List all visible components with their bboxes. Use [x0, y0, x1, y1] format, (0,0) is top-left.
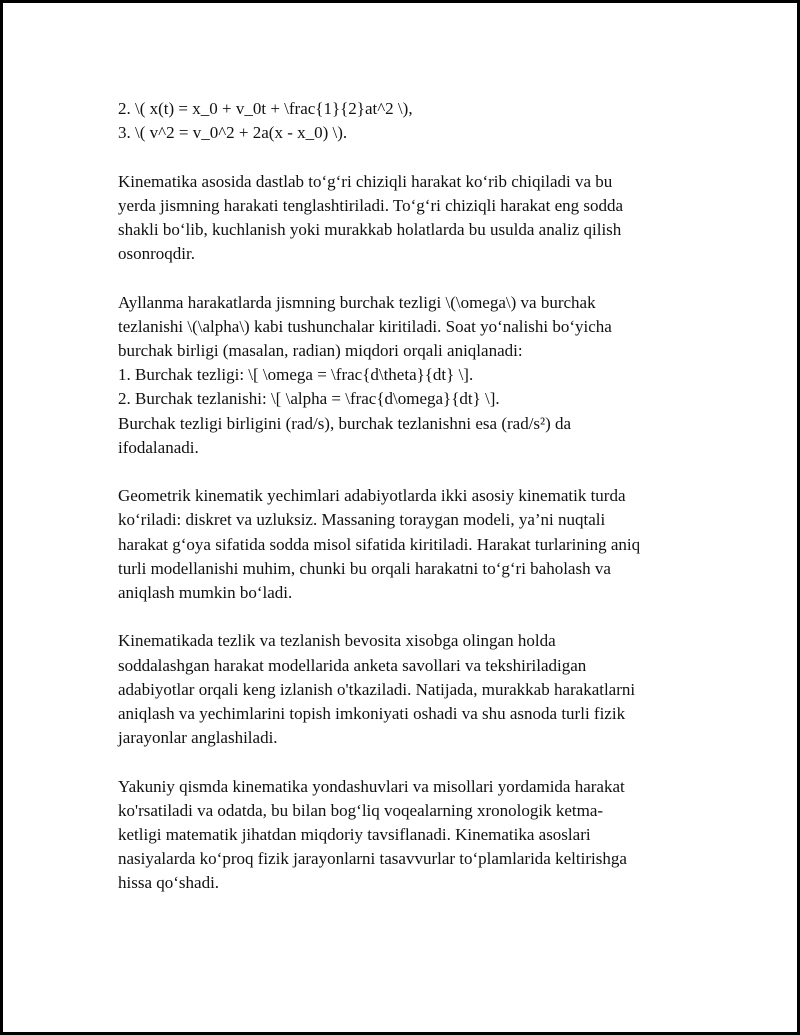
document-body: [118, 97, 703, 896]
text-line: burchak birligi (masalan, radian) miqdori orqali aniqlanadi:: [118, 341, 523, 360]
text-line: turli modellanishi muhim, chunki bu orqali harakatni to‘g‘ri baholash va: [118, 558, 611, 578]
equation-line: 2. \( x(t) = x_0 + v_0t + \frac{1}{2}at^2 \),: [118, 99, 413, 118]
paragraph-equations: [118, 97, 703, 145]
text-line: Kinematika asosida dastlab to‘g‘ri chiziqli harakat ko‘rib chiqiladi va bu: [118, 171, 613, 191]
paragraph-straight-motion: [118, 170, 703, 267]
text-line: aniqlash va yechimlarini topish imkoniyati oshadi va shu asnoda turli fizik: [118, 704, 626, 724]
paragraph-angular-motion: [118, 291, 703, 460]
text-line: Yakuniy qismda kinematika yondashuvlari va misollari yordamida harakat: [118, 776, 625, 796]
paragraph-geometric-kinematics: [118, 484, 703, 605]
text-line: 1. Burchak tezligi: \[ \omega = \frac{d\theta}{dt} \].: [118, 365, 474, 385]
text-line: Ayllanma harakatlarda jismning burchak tezligi \(\omega\) va burchak: [118, 292, 596, 312]
text-line: jarayonlar anglashiladi.: [118, 728, 278, 748]
text-line: yerda jismning harakati tenglashtiriladi. To‘g‘ri chiziqli harakat eng sodda: [118, 195, 624, 215]
text-line: Geometrik kinematik yechimlari adabiyotlarda ikki asosiy kinematik turda: [118, 486, 626, 506]
paragraph-gap: [118, 605, 703, 629]
text-line: hissa qo‘shadi.: [118, 873, 220, 893]
text-line: Kinematikada tezlik va tezlanish bevosita xisobga olingan holda: [118, 631, 556, 651]
text-line: ko'rsatiladi va odatda, bu bilan bog‘liq voqealarning xronologik ketma-: [118, 800, 604, 820]
text-line: adabiyotlar orqali keng izlanish o'tkaziladi. Natijada, murakkab harakatlarni: [118, 679, 636, 699]
text-line: nasiyalarda ko‘proq fizik jarayonlarni tasavvurlar to‘plamlarida keltirishga: [118, 849, 627, 869]
paragraph-gap: [118, 266, 703, 290]
text-line: shakli bo‘lib, kuchlanish yoki murakkab holatlarda bu usulda analiz qilish: [118, 220, 622, 239]
text-line: ketligi matematik jihatdan miqdoriy tavsiflanadi. Kinematika asoslari: [118, 825, 591, 845]
paragraph-conclusion: [118, 775, 703, 896]
text-line: harakat g‘oya sifatida sodda misol sifatida kiritiladi. Harakat turlarining aniq: [118, 534, 641, 554]
paragraph-gap: [118, 460, 703, 484]
text-line: osonroqdir.: [118, 244, 195, 264]
text-line: 2. Burchak tezlanishi: \[ \alpha = \frac{d\omega}{dt} \].: [118, 389, 500, 409]
paragraph-gap: [118, 750, 703, 774]
text-line: tezlanishi \(\alpha\) kabi tushunchalar kiritiladi. Soat yo‘nalishi bo‘yicha: [118, 316, 612, 336]
text-line: Burchak tezligi birligini (rad/s), burchak tezlanishni esa (rad/s²) da: [118, 413, 572, 433]
equation-line: 3. \( v^2 = v_0^2 + 2a(x - x_0) \).: [118, 123, 348, 143]
text-line: aniqlash mumkin bo‘ladi.: [118, 583, 293, 603]
text-line: soddalashgan harakat modellarida anketa savollari va tekshiriladigan: [118, 655, 587, 675]
paragraph-gap: [118, 145, 703, 169]
paragraph-velocity-acceleration: [118, 629, 703, 750]
text-line: ko‘riladi: diskret va uzluksiz. Massaning toraygan modeli, ya’ni nuqtali: [118, 510, 606, 530]
text-line: ifodalanadi.: [118, 437, 199, 457]
